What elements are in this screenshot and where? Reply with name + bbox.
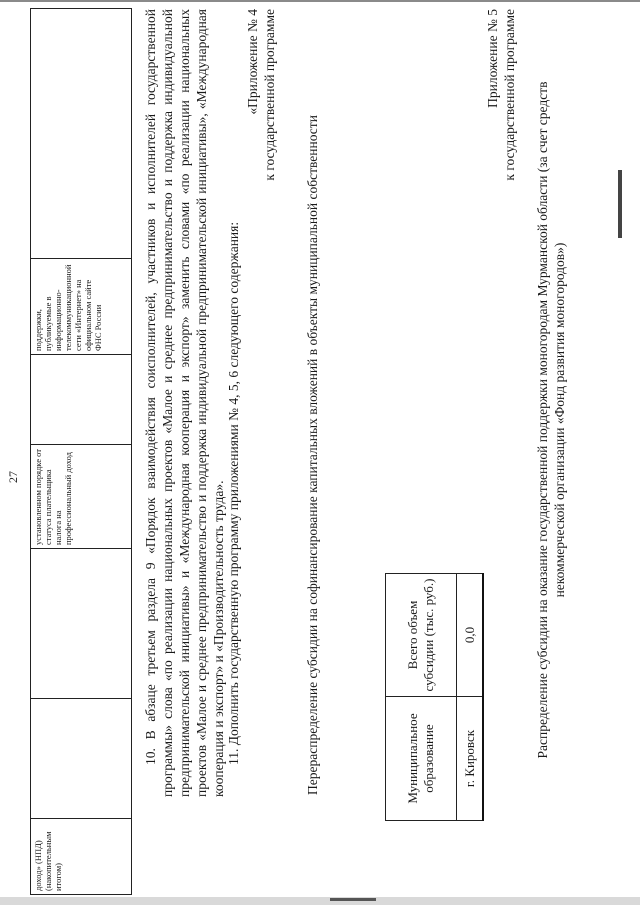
appendix-5-heading: Распределение субсидии на оказание государственной поддержки моногородам Мурманской области (за счет средств некоммерческой организации «Фонд развития моногородов»)	[535, 81, 567, 759]
continued-table-fragment	[30, 8, 132, 895]
table-cell: г. Кировск	[457, 697, 484, 821]
appendix-4-line-2: к государственной программе	[262, 9, 277, 181]
paragraph-11: 11. Дополнить государственную программу приложениями № 4, 5, 6 следующего содержания:	[226, 221, 241, 765]
appendix-5-line-1: Приложение № 5	[485, 9, 500, 108]
table-header-row	[386, 574, 457, 821]
table-header-cell: Муниципальное образование	[386, 697, 457, 821]
subsidy-table	[385, 573, 484, 821]
appendix-4-line-1: «Приложение № 4	[245, 9, 260, 115]
table-cell: 0,0	[457, 574, 484, 697]
table-cell: поддержки, публикуемые в информационно-телекоммуникационной сети «Интернет» на официальном сайте ФНС России	[31, 259, 132, 355]
table-cell	[31, 355, 132, 445]
appendix-4-caption	[244, 9, 278, 325]
page-number: 27	[6, 471, 20, 483]
table-row	[457, 574, 484, 821]
appendix-5-line-2: к государственной программе	[502, 9, 517, 181]
paragraph-10: 10. В абзаце третьем раздела 9 «Порядок взаимодействия соисполнителей, участников и исполнителей государственной программы» слова «по реализации национальных проектов «Малое и среднее предпринимательство и поддержка индивидуальной предпринимательской инициативы» и «Международная кооперация и экспорт» заменить словами «по реализации национальных проектов «Малое и среднее предпринимательство и поддержка индивидуальной предпринимательской инициативы», «Международная кооперация и экспорт» и «Производительность труда».	[143, 9, 226, 797]
appendix-4-heading: Перераспределение субсидии на софинансирование капитальных вложений в объекты муниципальной собственности	[305, 115, 320, 795]
table-row	[31, 9, 132, 895]
table-cell	[31, 9, 132, 259]
table-cell	[31, 699, 132, 819]
table-cell: доход» (НПД) (накопительным итогом)	[31, 819, 132, 895]
table-cell	[31, 549, 132, 699]
table-cell: установленном порядке от статуса плательщика налога на профессиональный доход	[31, 445, 132, 549]
table-header-cell: Всего объем субсидии (тыс. руб.)	[386, 574, 457, 697]
appendix-5-caption	[484, 9, 518, 325]
